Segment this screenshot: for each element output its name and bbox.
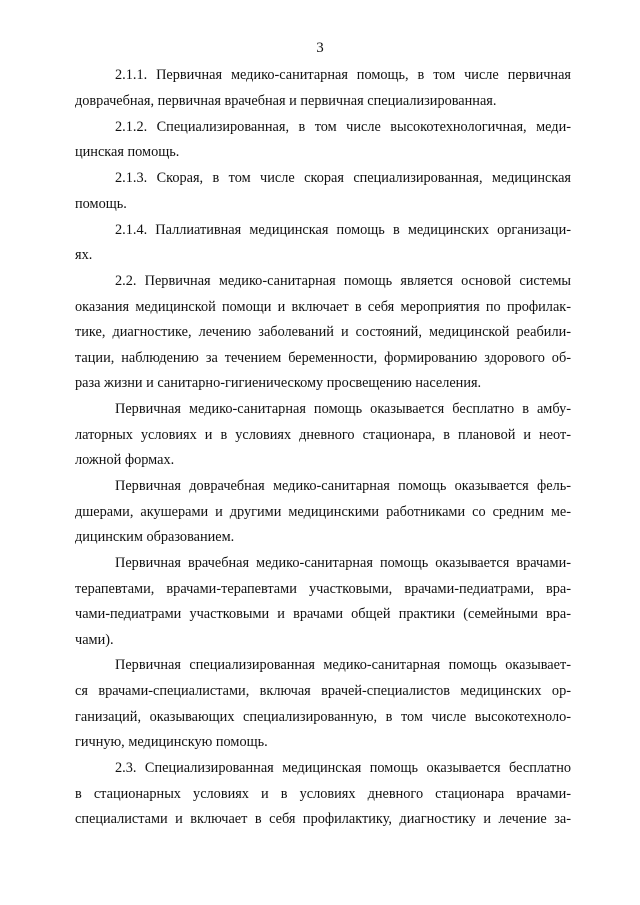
text-line: 2.1.3. Скорая, в том числе скорая специализированная, медицинская — [115, 170, 571, 186]
text-line: ях. — [75, 247, 93, 263]
text-line: латорных условиях и в условиях дневного стационара, в плановой и неот- — [75, 427, 571, 443]
text-line: доврачебная, первичная врачебная и первичная специализированная. — [75, 93, 497, 109]
text-line: дшерами, акушерами и другими медицинскими работниками со средним ме- — [75, 504, 571, 520]
text-line: в стационарных условиях и в условиях дневного стационара врачами- — [75, 786, 571, 802]
text-line: специалистами и включает в себя профилактику, диагностику и лечение за- — [75, 811, 571, 827]
text-line: цинская помощь. — [75, 144, 180, 160]
text-line: чами-педиатрами участковыми и врачами общей практики (семейными вра- — [75, 606, 571, 622]
text-line: дицинским образованием. — [75, 529, 235, 545]
text-line: чами). — [75, 632, 114, 648]
text-line: Первичная доврачебная медико-санитарная помощь оказывается фель- — [115, 478, 571, 494]
text-line: помощь. — [75, 196, 127, 212]
text-line: тике, диагностике, лечению заболеваний и состояний, медицинской реабили- — [75, 324, 571, 340]
text-line: 2.1.2. Специализированная, в том числе высокотехнологичная, меди- — [115, 119, 571, 135]
text-line: ся врачами-специалистами, включая врачей-специалистов медицинских ор- — [75, 683, 571, 699]
text-line: ганизаций, оказывающих специализированную, в том числе высокотехноло- — [75, 709, 571, 725]
text-line: Первичная специализированная медико-санитарная помощь оказывает- — [115, 657, 571, 673]
text-line: 2.1.4. Паллиативная медицинская помощь в медицинских организаци- — [115, 222, 571, 238]
text-line: ложной формах. — [75, 452, 175, 468]
text-line: оказания медицинской помощи и включает в себя мероприятия по профилак- — [75, 299, 571, 315]
text-line: Первичная врачебная медико-санитарная помощь оказывается врачами- — [115, 555, 571, 571]
text-line: терапевтами, врачами-терапевтами участковыми, врачами-педиатрами, вра- — [75, 581, 571, 597]
text-line: 2.3. Специализированная медицинская помощь оказывается бесплатно — [115, 760, 571, 776]
text-line: раза жизни и санитарно-гигиеническому просвещению населения. — [75, 375, 482, 391]
text-line: тации, наблюдению за течением беременности, формированию здорового об- — [75, 350, 571, 366]
text-line: Первичная медико-санитарная помощь оказывается бесплатно в амбу- — [115, 401, 571, 417]
text-line: гичную, медицинскую помощь. — [75, 734, 268, 750]
text-line: 2.2. Первичная медико-санитарная помощь является основой системы — [115, 273, 571, 289]
text-line: 2.1.1. Первичная медико-санитарная помощь, в том числе первичная — [115, 67, 571, 83]
page-number: 3 — [316, 40, 324, 56]
